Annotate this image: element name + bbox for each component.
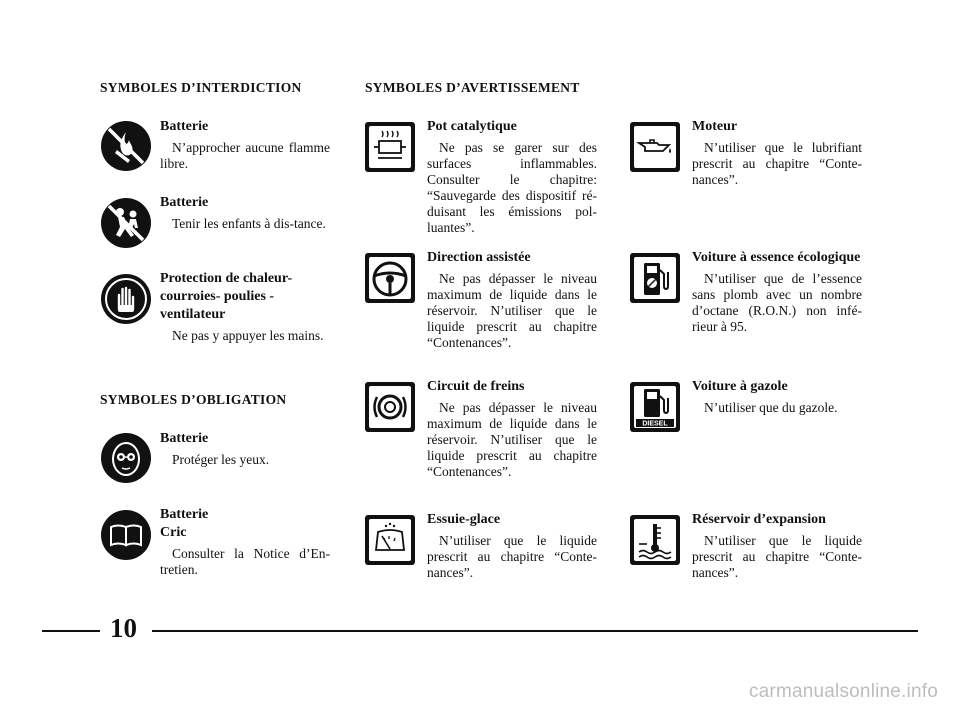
item-title: Batterie xyxy=(160,431,209,446)
item-desc: N’utiliser que le liquide prescrit au chapitre “Conte-nances”. xyxy=(692,533,862,580)
item-title: Batterie xyxy=(160,195,209,210)
item-title: Réservoir d’expansion xyxy=(692,512,826,527)
footer-rule-right xyxy=(152,630,918,632)
item-title: Voiture à essence écologique xyxy=(692,250,861,265)
footer-rule-left xyxy=(42,630,100,632)
watermark: carmanualsonline.info xyxy=(748,681,938,702)
item-desc: Ne pas dépasser le niveau maximum de liquide dans le réservoir. N’utiliser que le liquide prescrit au chapitre “Contenances”. xyxy=(427,400,597,479)
heading-avertissement: SYMBOLES D’AVERTISSEMENT xyxy=(365,80,580,95)
keep-children-away-icon xyxy=(100,197,152,249)
item-desc: Tenir les enfants à dis-tance. xyxy=(172,216,326,231)
coolant-reservoir-icon xyxy=(629,514,681,566)
diesel-label: DIESEL xyxy=(642,420,668,428)
item-title: Moteur xyxy=(692,119,738,134)
item-desc: Ne pas dépasser le niveau maximum de liquide dans le réservoir. N’utiliser que le liquide prescrit au chapitre “Contenances”. xyxy=(427,271,597,350)
item-title-2: Cric xyxy=(160,525,187,540)
warning-item-coolant xyxy=(692,511,862,581)
manual-book-icon xyxy=(100,509,152,561)
item-title: Circuit de freins xyxy=(427,379,525,394)
item-title: Pot catalytique xyxy=(427,119,517,134)
no-flame-icon xyxy=(100,120,152,172)
interdiction-item-2 xyxy=(160,194,330,232)
warning-item-catalytic xyxy=(427,118,597,236)
catalytic-converter-icon xyxy=(364,121,416,173)
diesel-fuel-icon xyxy=(629,381,681,433)
item-desc: N’utiliser que le liquide prescrit au chapitre “Conte-nances”. xyxy=(427,533,597,580)
warning-item-washer xyxy=(427,511,597,581)
unleaded-fuel-icon xyxy=(629,252,681,304)
item-desc: N’utiliser que du gazole. xyxy=(704,400,838,415)
engine-oil-icon xyxy=(629,121,681,173)
eye-protection-icon xyxy=(100,432,152,484)
obligation-item-2 xyxy=(160,506,330,578)
item-title: Batterie xyxy=(160,507,209,522)
item-desc: N’utiliser que le lubrifiant prescrit au chapitre “Conte-nances”. xyxy=(692,140,862,187)
steering-wheel-icon xyxy=(364,252,416,304)
item-desc: Consulter la Notice d’En-tretien. xyxy=(160,546,330,577)
warning-item-brakes xyxy=(427,378,597,480)
heading-obligation: SYMBOLES D’OBLIGATION xyxy=(100,392,287,407)
warning-item-steering xyxy=(427,249,597,351)
interdiction-item-3 xyxy=(160,270,330,344)
item-desc: Ne pas y appuyer les mains. xyxy=(172,328,324,343)
item-desc: N’approcher aucune flamme libre. xyxy=(160,140,330,171)
item-desc: Protéger les yeux. xyxy=(172,452,270,467)
item-desc: N’utiliser que de l’essence sans plomb avec un nombre d’octane (R.O.N.) non infé-rieur à 95. xyxy=(692,271,862,334)
page-number: 10 xyxy=(110,613,137,643)
item-title: Voiture à gazole xyxy=(692,379,788,394)
item-title: Protection de chaleur-courroies- poulies - ventilateur xyxy=(160,271,293,322)
item-title: Direction assistée xyxy=(427,250,531,265)
heading-interdiction: SYMBOLES D’INTERDICTION xyxy=(100,80,302,95)
item-desc: Ne pas se garer sur des surfaces inflammables. Consulter le chapitre: “Sauvegarde des dispositif ré-duisant les émissions pol-luantes”. xyxy=(427,140,597,235)
interdiction-item-1 xyxy=(160,118,330,172)
warning-item-engine xyxy=(692,118,862,188)
obligation-item-1 xyxy=(160,430,330,468)
windscreen-washer-icon xyxy=(364,514,416,566)
item-title: Essuie-glace xyxy=(427,512,501,527)
warning-item-diesel xyxy=(692,378,862,416)
no-hands-icon xyxy=(100,273,152,325)
item-title: Batterie xyxy=(160,119,209,134)
brake-circuit-icon xyxy=(364,381,416,433)
warning-item-unleaded xyxy=(692,249,862,335)
